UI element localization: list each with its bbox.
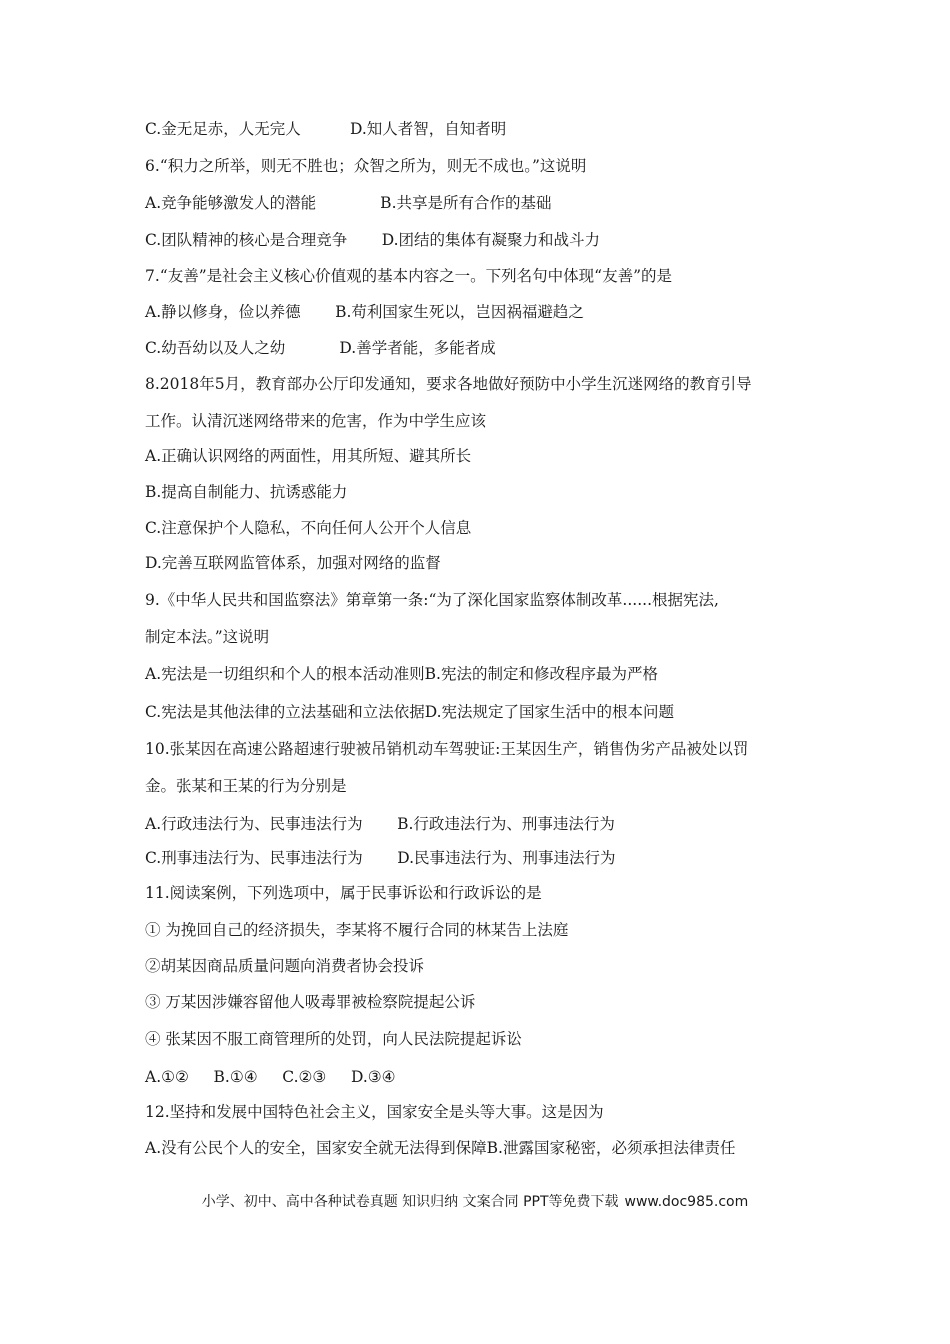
- text-line: ②胡某因商品质量问题向消费者协会投诉: [145, 957, 425, 975]
- text-line: C.刑事违法行为、民事违法行为 D.民事违法行为、刑事违法行为: [145, 849, 616, 867]
- text-line: 制定本法。”这说明: [145, 628, 270, 646]
- text-line: A.①② B.①④ C.②③ D.③④: [145, 1068, 396, 1086]
- text-line: 金。张某和王某的行为分别是: [145, 777, 347, 795]
- text-line: 工作。认清沉迷网络带来的危害，作为中学生应该: [145, 412, 487, 430]
- text-line: A.宪法是一切组织和个人的根本活动准则B.宪法的制定和修改程序最为严格: [145, 665, 658, 683]
- text-line: A.静以修身，俭以养德 B.苟利国家生死以，岂因祸福避趋之: [145, 303, 584, 321]
- question-11: 11.阅读案例，下列选项中，属于民事诉讼和行政诉讼的是: [145, 884, 542, 902]
- question-6: 6.“积力之所举，则无不胜也；众智之所为，则无不成也。”这说明: [145, 157, 587, 175]
- text-line: C.幼吾幼以及人之幼 D.善学者能，多能者成: [145, 339, 496, 357]
- page-footer: [0, 1191, 950, 1211]
- text-line: D.完善互联网监管体系，加强对网络的监督: [145, 554, 441, 572]
- text-line: A.没有公民个人的安全，国家安全就无法得到保障B.泄露国家秘密，必须承担法律责任: [145, 1139, 736, 1157]
- text-line: A.竞争能够激发人的潜能 B.共享是所有合作的基础: [145, 194, 552, 212]
- text-line: C.团队精神的核心是合理竞争 D.团结的集体有凝聚力和战斗力: [145, 231, 601, 249]
- footer-url: www.doc985.com: [624, 1194, 749, 1210]
- text-line: ③ 万某因涉嫌容留他人吸毒罪被检察院提起公诉: [145, 993, 476, 1011]
- text-line: ④ 张某因不服工商管理所的处罚，向人民法院提起诉讼: [145, 1030, 522, 1048]
- text-line: B.提高自制能力、抗诱惑能力: [145, 483, 348, 501]
- footer-text: 小学、初中、高中各种试卷真题 知识归纳 文案合同 PPT等免费下载: [201, 1194, 619, 1210]
- question-12: 12.坚持和发展中国特色社会主义，国家安全是头等大事。这是因为: [145, 1103, 604, 1121]
- question-10: 10.张某因在高速公路超速行驶被吊销机动车驾驶证:王某因生产，销售伪劣产品被处以罚: [145, 740, 749, 758]
- text-line: ① 为挽回自己的经济损失，李某将不履行合同的林某告上法庭: [145, 921, 569, 939]
- question-9: 9.《中华人民共和国监察法》第章第一条:“为了深化国家监察体制改革......根据宪法,: [145, 591, 719, 609]
- text-line: A.行政违法行为、民事违法行为 B.行政违法行为、刑事违法行为: [145, 815, 615, 833]
- text-line: A.正确认识网络的两面性，用其所短、避其所长: [145, 447, 472, 465]
- text-line: C.金无足赤，人无完人 D.知人者智，自知者明: [145, 120, 507, 138]
- question-7: 7.“友善”是社会主义核心价值观的基本内容之一。下列名句中体现“友善”的是: [145, 267, 672, 285]
- question-8: 8.2018年5月，教育部办公厅印发通知，要求各地做好预防中小学生沉迷网络的教育引导: [145, 375, 752, 393]
- text-line: C.注意保护个人隐私，不向任何人公开个人信息: [145, 519, 472, 537]
- text-line: C.宪法是其他法律的立法基础和立法依据D.宪法规定了国家生活中的根本问题: [145, 703, 675, 721]
